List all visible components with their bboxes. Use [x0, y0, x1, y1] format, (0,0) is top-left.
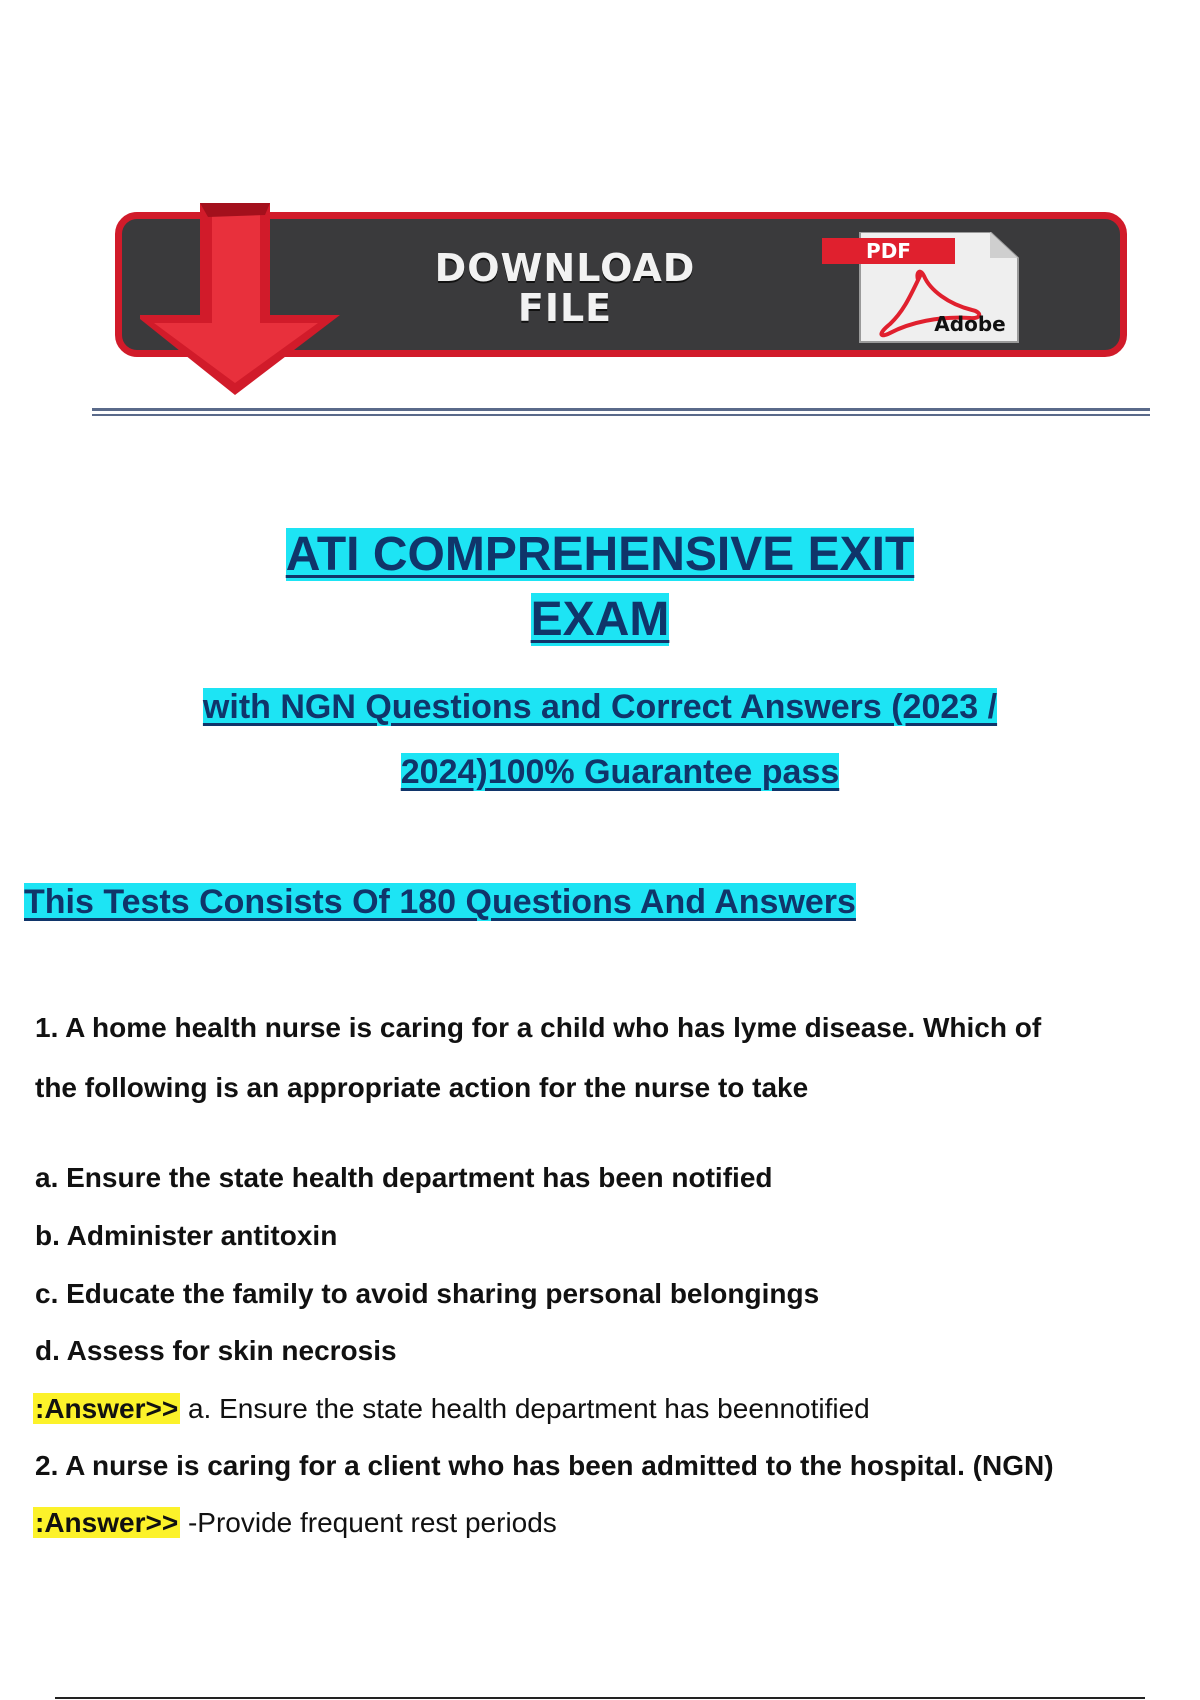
answer-text: a. Ensure the state health department has beennotified — [180, 1393, 870, 1424]
file-label: FILE — [517, 286, 613, 330]
subtitle-line1 — [0, 685, 1200, 729]
exam-title-line2-text: EXAM — [530, 593, 670, 646]
exam-title-line1-text: ATI COMPREHENSIVE EXIT — [285, 528, 915, 581]
question-1-option-b: b. Administer antitoxin — [35, 1220, 338, 1251]
footer-divider — [55, 1697, 1145, 1699]
download-file-text[interactable] — [375, 248, 755, 328]
pdf-label: PDF — [866, 239, 911, 263]
exam-title-line2 — [0, 590, 1200, 650]
subtitle-line2-text: 2024)100% Guarantee pass — [400, 753, 840, 791]
exam-title-line1 — [0, 525, 1200, 585]
header-divider — [92, 408, 1150, 416]
question-1-option-c: c. Educate the family to avoid sharing personal belongings — [35, 1278, 820, 1309]
answer-tag: :Answer>> — [35, 1393, 179, 1424]
question-1-option-d: d. Assess for skin necrosis — [35, 1335, 397, 1366]
download-label: DOWNLOAD — [434, 246, 696, 290]
question-1-stem-line1: 1. A home health nurse is caring for a child who has lyme disease. Which of — [35, 1012, 1042, 1043]
question-count-text: This Tests Consists Of 180 Questions And Answers — [24, 883, 856, 921]
download-arrow-icon — [140, 195, 350, 400]
answer-text: -Provide frequent rest periods — [180, 1507, 557, 1538]
question-2-stem-line1: 2. A nurse is caring for a client who has been admitted to the hospital. (NGN) — [35, 1450, 1054, 1481]
question-1-answer — [33, 1390, 870, 1428]
question-1-stem-line2: the following is an appropriate action for the nurse to take — [35, 1072, 809, 1103]
answer-tag: :Answer>> — [35, 1507, 179, 1538]
adobe-label: Adobe — [934, 312, 1006, 336]
question-1-option-a: a. Ensure the state health department has been notified — [35, 1162, 773, 1193]
subtitle-line2 — [0, 750, 1200, 794]
question-2-answer — [33, 1504, 557, 1542]
subtitle-line1-text: with NGN Questions and Correct Answers (2023 / — [202, 688, 998, 726]
question-count-heading — [24, 880, 856, 924]
